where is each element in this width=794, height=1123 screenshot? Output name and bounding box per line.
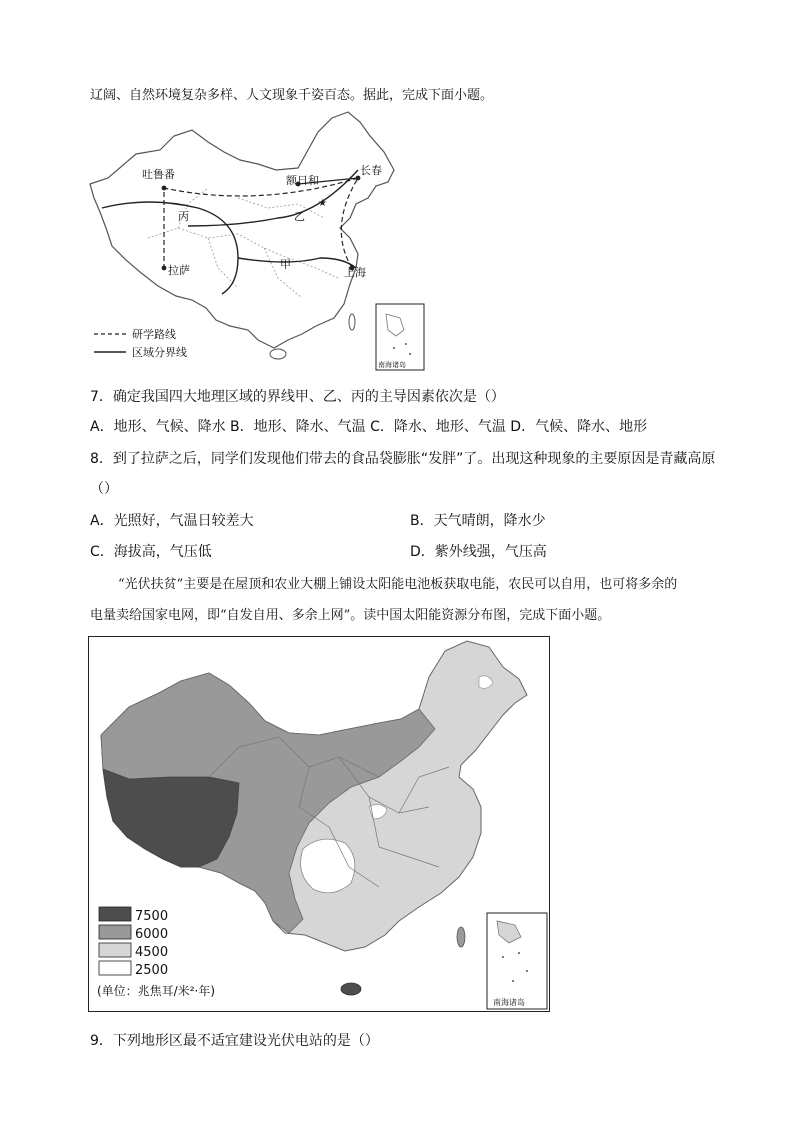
hainan-island: [341, 983, 361, 995]
legend-unit: (单位：兆焦耳/米²·年): [97, 984, 216, 998]
solar-resource-map: [88, 636, 550, 1012]
q8-option-d: D．紫外线强，气压高: [410, 544, 547, 560]
zone-2500-sichuan: [301, 839, 355, 893]
legend-value-2500: 2500: [135, 963, 169, 978]
q9-stem: 9．下列地形区最不适宜建设光伏电站的是（）: [90, 1033, 379, 1049]
boundary-jia: [238, 258, 356, 268]
china-outline: [90, 112, 394, 348]
legend-route: 研学路线: [132, 328, 176, 341]
legend-value-4500: 4500: [135, 945, 169, 960]
legend-boundary: 区域分界线: [132, 346, 187, 359]
svg-text:★: ★: [318, 198, 327, 209]
boundary-bing: [102, 202, 238, 294]
place-turpan: 吐鲁番: [142, 168, 175, 181]
place-shanghai: 上海: [344, 266, 366, 279]
inset-label-1: 南海诸岛: [378, 361, 406, 369]
legend-swatch-4500: [99, 943, 131, 957]
q7-options: A．地形、气候、降水 B．地形、降水、气温 C．降水、地形、气温 D．气候、降水、地形: [90, 419, 648, 435]
place-erhe: 额日和: [286, 174, 319, 187]
q8-option-a: A．光照好，气温日较差大: [90, 513, 254, 529]
label-bing: 丙: [178, 210, 189, 223]
study-route-map: [88, 108, 430, 374]
legend-swatch-6000: [99, 925, 131, 939]
q8-option-c: C．海拔高，气压低: [90, 544, 212, 560]
q8-stem-line2: （）: [90, 481, 118, 497]
label-yi: 乙: [294, 210, 305, 223]
zone-7500: [103, 769, 239, 867]
passage2-line1: “光伏扶贫”主要是在屋顶和农业大棚上铺设太阳能电池板获取电能，农民可以自用，也可将多余的: [118, 577, 678, 592]
legend-value-6000: 6000: [135, 927, 169, 942]
passage2-line2: 电量卖给国家电网，即“自发自用、多余上网”。读中国太阳能资源分布图，完成下面小题。: [90, 608, 611, 623]
boundary-yi: [188, 170, 358, 226]
inset-label-2: 南海诸岛: [493, 998, 525, 1007]
route-shanghai-changchun: [341, 178, 358, 268]
legend-swatch-7500: [99, 907, 131, 921]
legend-swatch-2500: [99, 961, 131, 975]
label-jia: 甲: [280, 258, 291, 271]
intro-text: 辽阔、自然环境复杂多样、人文现象千姿百态。据此，完成下面小题。: [90, 88, 494, 103]
q8-stem-line1: 8．到了拉萨之后，同学们发现他们带去的食品袋膨胀“发胖”了。出现这种现象的主要原因是青藏高原: [90, 451, 716, 467]
place-changchun: 长春: [360, 164, 382, 177]
q7-stem: 7．确定我国四大地理区域的界线甲、乙、丙的主导因素依次是（）: [90, 389, 505, 405]
inset-box-2: [487, 913, 547, 1009]
place-lhasa: 拉萨: [168, 264, 190, 277]
legend-value-7500: 7500: [135, 909, 169, 924]
q8-option-b: B．天气晴朗，降水少: [410, 513, 546, 529]
